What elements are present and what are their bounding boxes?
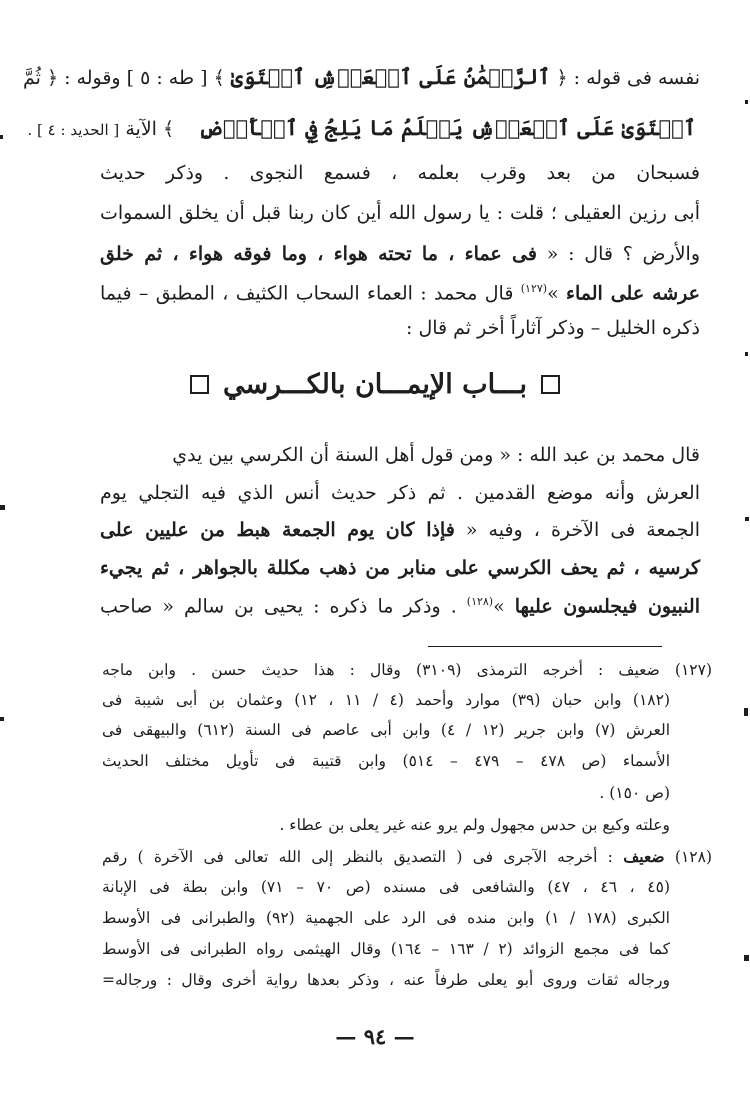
hadith-text: كرسيه ، ثم يحف الكرسي على منابر من ذهب مكللة بالجواهر ، ثم يجيء <box>100 557 700 579</box>
body-line-3: فسبحان من بعد وقرب بعلمه ، فسمع النجوى . وذكر حديث <box>100 162 700 184</box>
scan-mark <box>0 135 3 139</box>
scan-mark <box>745 517 749 521</box>
footnote-line-9: الكبرى (١٧٨ / ١) وابن منده فى الرد على الجهمية (٩٢) والطبرانى فى الأوسط <box>102 909 670 927</box>
section-line-3: الجمعة فى الآخرة ، وفيه « فإذا كان يوم الجمعة هبط من عليين على <box>100 519 700 541</box>
footnote-line-6: وعلته وكيع بن حدس مجهول ولم يرو عنه غير يعلى بن عطاء . <box>279 816 670 834</box>
footnote-line-5: (ص ١٥٠) . <box>599 784 670 802</box>
footnote-separator <box>428 646 662 647</box>
hadith-text: عرشه على الماء <box>566 282 700 305</box>
scan-mark <box>0 505 5 510</box>
chapter-title: بـــاب الإيمـــان بالكـــرسي <box>222 368 528 400</box>
body-line-7: ذكره الخليل – وذكر آثاراً أخر ثم قال : <box>406 317 700 339</box>
chapter-heading <box>0 362 750 406</box>
footnote-line-8: (٤٥ ، ٤٦ ، ٤٧) والشافعى فى مسنده (ص ٧٠ – ٧١) وابن بطة فى الإبانة <box>102 878 671 896</box>
body-line-6: عرشه على الماء »$^{(١٢٧)}$ قال محمد : العماء السحاب الكثيف ، المطبق – فيما <box>100 282 700 305</box>
scan-mark <box>0 717 4 721</box>
hadith-text: فإذا كان يوم الجمعة هبط من عليين على <box>100 519 455 541</box>
scan-mark <box>745 100 748 104</box>
hadith-text: فى عماء ، ما تحته هواء ، وما فوقه هواء ، ثم خلق <box>100 243 537 265</box>
footnote-line-11: ورجاله ثقات وروى أبو يعلى طرفاً عنه ، وذكر بعدها رواية أخرى وقال : ورجاله= <box>102 971 670 989</box>
box-ornament-icon <box>541 375 560 394</box>
quran-verse: ٱسۡتَوَىٰ عَلَى ٱلۡعَرۡشِ يَعۡلَمُ مَا يَلِجُ فِي ٱلۡأَرۡضِ <box>198 115 696 140</box>
footnote-ref-127: (١٢٧) <box>520 282 548 295</box>
body-line-1: نفسه فى قوله : ﴿ ٱلرَّحۡمَٰنُ عَلَى ٱلۡعَرۡشِ ٱسۡتَوَىٰ ﴾ [ طه : ٥ ] وقوله : ﴿ ثُمَّ <box>22 64 700 89</box>
section-line-4 <box>100 559 700 578</box>
body-line-5: والأرض ؟ قال : « فى عماء ، ما تحته هواء ، وما فوقه هواء ، ثم خلق <box>100 243 700 265</box>
scan-mark <box>745 352 748 356</box>
footnote-line-4: الأسماء (ص ٤٧٨ – ٤٧٩ – ٥١٤) وابن قتيبة فى تأويل مختلف الحديث <box>102 752 670 770</box>
body-line-2: ٱسۡتَوَىٰ عَلَى ٱلۡعَرۡشِ يَعۡلَمُ مَا يَلِجُ فِي ٱلۡأَرۡضِ ﴾ الآية [ الحديد : ٤ ] . <box>27 115 696 140</box>
hadith-text: النبيون فيجلسون عليها <box>514 595 700 618</box>
page-number: — ٩٤ — <box>335 1024 415 1049</box>
footnote-ref-128: (١٢٨) <box>466 595 494 608</box>
footnote-line-3: العرش (٧) وابن جرير (١٢ / ٤) وابن أبى عاصم فى السنة (٦١٢) والبيهقى فى <box>102 721 670 739</box>
section-line-1: قال محمد بن عبد الله : « ومن قول أهل السنة أن الكرسي بين يدي <box>172 444 700 466</box>
box-ornament-icon <box>190 375 209 394</box>
section-line-5: النبيون فيجلسون عليها »$^{(١٢٨)}$ . وذكر ما ذكره : يحيى بن سالم « صاحب <box>100 595 700 618</box>
quran-verse: ٱلرَّحۡمَٰنُ عَلَى ٱلۡعَرۡشِ ٱسۡتَوَىٰ <box>230 64 551 89</box>
scan-mark <box>744 708 748 716</box>
footnote-line-7: (١٢٨) ضعيف : أخرجه الآجرى فى ( التصديق بالنظر إلى الله تعالى فى الآخرة ) رقم <box>102 847 712 866</box>
body-line-4: أبى رزين العقيلى ؛ قلت : يا رسول الله أين كان ربنا قبل أن يخلق السموات <box>100 202 700 224</box>
section-line-2: العرش وأنه موضع القدمين . ثم ذكر حديث أنس الذي فيه التجلي يوم <box>100 482 700 504</box>
footnote-line-2: (١٨٢) وابن حبان (٣٩) موارد وأحمد (٤ / ١١ ، ١٢) وعثمان بن أبى شيبة فى <box>102 691 671 709</box>
footnote-line-10: كما فى مجمع الزوائد (٢ / ١٦٣ – ١٦٤) وقال الهيثمى رواه الطبرانى فى الأوسط <box>102 940 670 958</box>
scan-mark <box>744 955 749 961</box>
footnote-line-1: (١٢٧) ضعيف : أخرجه الترمذى (٣١٠٩) وقال : هذا حديث حسن . وابن ماجه <box>102 661 712 679</box>
